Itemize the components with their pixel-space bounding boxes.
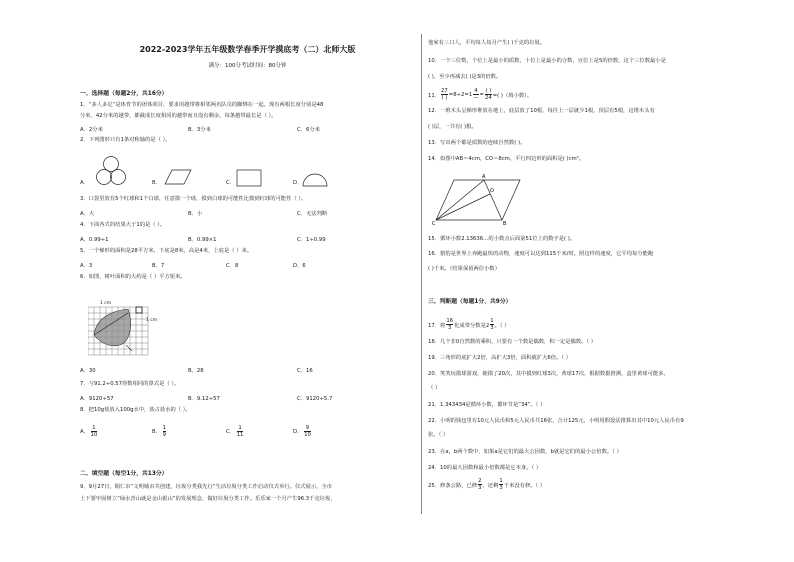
question-22-line2: 张。（ ） [428,432,449,438]
semicircle-figure [302,172,328,188]
grid-scale-top-label: 1 cm [100,301,112,306]
point-o-label: O [490,188,494,194]
question-5-option-c: C．8 [226,263,239,269]
point-c-label: C [432,221,436,226]
question-17: 17．将 16 3 化成带分数是2 1 3 。（ ） [428,318,510,331]
question-7-option-a: A．9120÷57 [80,396,114,402]
question-1-line1: 1．“多人多足”是体育节的团体项目，要求用越带将相邻两名队员的脚绑在一起。现有两根长度分别是48 [80,102,324,108]
question-16-line2: ( )千米。（结果保留两位小数） [428,266,501,272]
question-2-option-b: B． [152,180,161,186]
exam-info: 满分：100分考试时间：80分钟 [208,63,287,69]
section-judge-heading: 三、判断题（每题1分，共9分） [428,299,512,305]
question-21: 21．1.343434是循环小数，循环节是“34”。（ ） [428,402,546,408]
question-3: 3．口袋里放有5个红球和1个白球，任意摸一个球，摸到白球的可能性比摸到红球的可能性（ ）。 [80,196,307,202]
column-divider [421,34,422,514]
question-2-option-d: D． [293,180,303,186]
question-1-option-a: A．2分米 [80,127,103,133]
question-3-option-a: A．大 [80,211,95,217]
question-16-line1: 16．猎豹是世界上奔跑最快的动物，速度可以达到115千米/时。照这样的速度，它平均每分能跑 [428,251,654,257]
question-5: 5．一个梯形的面积是28平方米，下底是8米，高是4米，上底是（ ）米。 [80,248,253,254]
question-6: 6．如图，树叶面积的大约是（ ）平方厘米。 [80,274,186,280]
question-18: 18．几个非0自然数的乘积，只要有一个数是偶数，积一定是偶数。（ ） [428,339,597,345]
question-7: 7．与91.2÷0.57得数相同的算式是（ ）。 [80,381,180,387]
parallelogram-diagram [432,170,522,226]
page-title: 2022-2023学年五年级数学春季开学摸底考（二）北师大版 [139,45,356,54]
rectangle-figure [236,168,262,188]
question-6-option-a: A．30 [80,368,96,374]
question-1-line2: 分米、42分米的越带，都截成长度相同的越带而且没有剩余，每条越带最长是（ ）。 [80,113,277,119]
question-7-option-c: C．9120÷5.7 [297,396,333,402]
leaf-grid-figure [88,301,158,357]
question-25: 25．修条公路，已修 2 3 ，还剩 1 3 千米没有修。（ ） [428,478,546,491]
question-2: 2．下列图形只有1条对称轴的是（ ）。 [80,137,171,143]
question-4-option-a: A．0.99÷1 [80,237,109,243]
question-8-option-b: B． $\frac{1}{9}$ [152,425,166,438]
question-13: 13．写出两个都是质数的连续自然数( )。 [428,140,526,146]
question-6-option-b: B．28 [188,368,204,374]
question-12-line2: ( )层，一共有( )根。 [428,124,477,130]
question-2-option-c: C． [226,180,235,186]
question-3-option-c: C．无法判断 [297,211,328,217]
question-4: 4．下面各式的结果大于1的是（ ）。 [80,222,166,228]
question-8: 8．把10g盐放入100g水中，盐占盐水的（ ）。 [80,407,191,413]
question-9-line3: 他家有三口人，平均每人每月产生( )千克的垃圾。 [428,40,546,46]
grid-scale-side-label: 1 cm [146,318,158,323]
question-5-option-a: A．3 [80,263,93,269]
question-9-line1: 9．9月27日，铜仁市“文明城市共创建，垃圾分类我先行”生活垃圾分类工作启动仪式举行。仪式展示，全市 [80,484,333,490]
question-3-option-b: B．小 [188,211,203,217]
question-20-line1: 20．笑笑玩摸球游戏，她摸了20次，其中摸到红球3次，黄球17次，根据数据推测，盒里黄球可能多。 [428,371,669,377]
question-4-option-b: B．0.99×1 [188,237,217,243]
question-4-option-c: C．1÷0.99 [297,237,326,243]
question-22-line1: 22．小明的钱包里有10元人民币和5元人民币共16张，合计125元，小明用假设法推算出其中10元人民币有9 [428,418,684,424]
question-7-option-b: B．9.12÷57 [188,396,220,402]
question-8-option-d: D． $\frac{9}{10}$ [293,425,311,438]
question-24: 24．10的最大因数和最小倍数都是它本身。（ ） [428,465,542,471]
three-circles-figure [94,155,128,187]
question-5-option-b: B．7 [152,263,165,269]
question-23: 23．在a，b两个数中，如果a是它们的最大公因数，b就是它们的最小公倍数。（ ） [428,449,622,455]
question-11: 11． 27 ( ) =8÷2= 1 4 — = ( ) 24 =( )（填小数）。 [428,88,533,101]
question-1-option-c: C．6分米 [297,127,320,133]
question-6-option-c: C．16 [297,368,313,374]
question-5-option-d: D．6 [293,263,306,269]
question-2-option-a: A． [80,180,89,186]
point-a-label: A [482,174,486,180]
question-10-line1: 10．一个三位数，个位上是最小的质数，十位上是最小的合数，百位上是5的倍数，这个三位数最小是 [428,58,666,64]
question-1-option-b: B．3分米 [188,127,211,133]
question-10-line2: ( )，至少再减去( )是3的倍数。 [428,74,502,80]
question-8-option-c: C． $\frac{1}{11}$ [226,425,244,438]
question-15: 15．循环小数2.13636…的小数点后面第51位上的数字是( )。 [428,236,576,242]
question-9-line2: 上下要牢固树立“绿水青山就是金山银山”的发展理念，做好垃圾分类工作。乐乐家一个月产生96.3千克垃圾， [80,496,336,502]
question-14: 14．如图中AB＝4cm，CO＝8cm，平行四边形的面积是( )cm²。 [428,156,585,162]
question-12-line1: 12．一堆木头呈梯形堆放在地上，底层放了10根，每往上一层就少1根，顶层有5根，这堆木头有 [428,108,655,114]
section-fill-heading: 二、填空题（每空1分，共13分） [80,471,168,477]
question-19: 19．三角形的底扩大2倍，高扩大3倍，面积就扩大6倍。（ ） [428,355,572,361]
question-20-line2: （ ） [428,385,441,391]
point-b-label: B [503,221,507,226]
question-8-option-a: A． $\frac{1}{10}$ [80,425,98,438]
section-choice-heading: 一、选择题（每题2分，共16分） [80,91,168,97]
parallelogram-figure [164,168,192,186]
